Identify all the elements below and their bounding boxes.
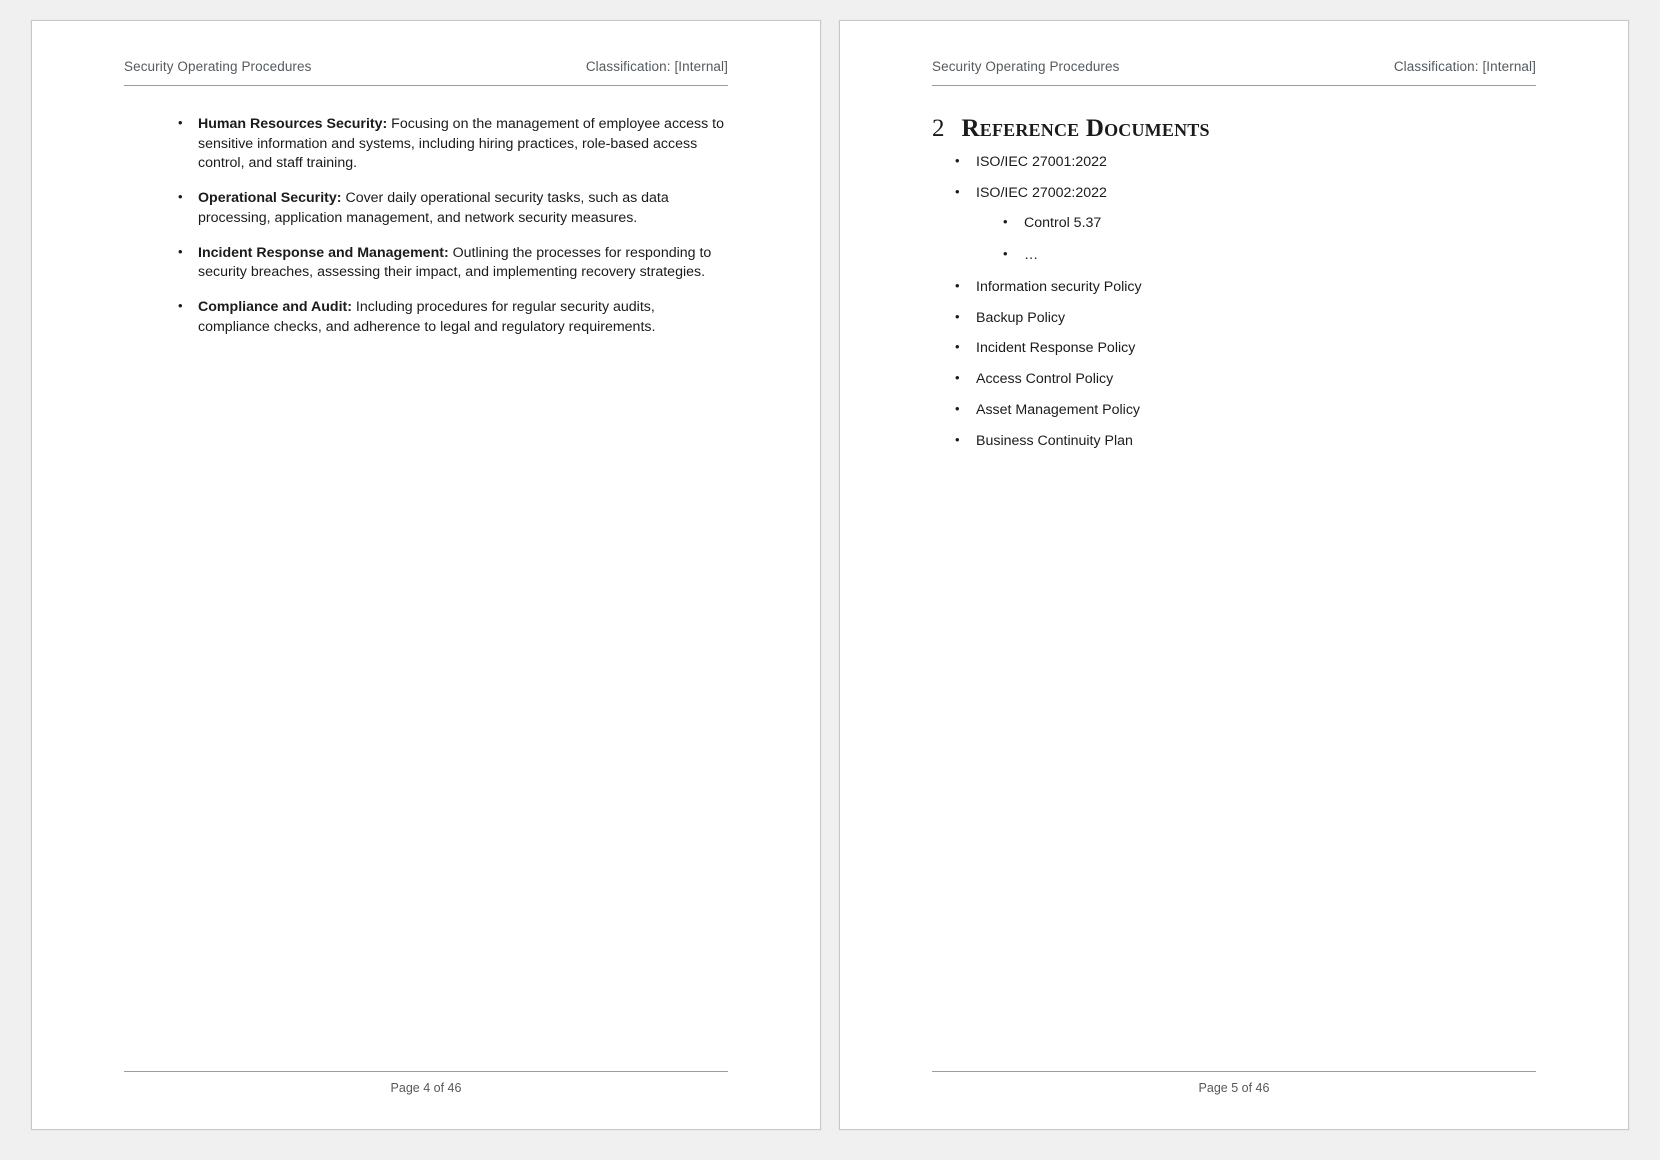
list-item-text: Outlining the processes for responding to security breaches, assessing their impact, and implementing recovery strategies. [198,244,712,281]
list-item [172,115,728,174]
list-item-text: Information security Policy [976,278,1142,295]
list-item-text: ISO/IEC 27001:2022 [976,154,1107,170]
list-item-text: Backup Policy [976,309,1066,326]
header-title: Security Operating Procedures [932,59,1120,74]
list-item-text: ISO/IEC 27002:2022 [976,184,1107,201]
header-title: Security Operating Procedures [124,59,312,74]
page-5-content-area [932,59,1536,1095]
list-item [946,432,1536,452]
page-4-content-area [124,59,728,1095]
list-item-text: Incident Response Policy [976,340,1136,357]
list-item-lead: Operational Security: [198,190,342,207]
list-item-lead: Incident Response and Management: [198,244,449,261]
page-number: Page 5 of 46 [1198,1081,1270,1095]
section-number: 2 [932,115,945,142]
list-item-text: … [1024,247,1039,264]
list-item-text: Focusing on the management of employee access to sensitive information and systems, including hiring practices, role-based access control, and staff training. [198,116,724,172]
document-page-5 [839,20,1629,1130]
list-item [946,370,1536,390]
page-5-body [932,115,1536,1049]
list-item [994,214,1536,234]
list-item-lead: Compliance and Audit: [198,299,352,316]
list-item-text: Access Control Policy [976,371,1114,388]
list-item-text: Cover daily operational security tasks, such as data processing, application management, and network security measures. [198,190,669,226]
list-item [946,401,1536,421]
list-item [946,184,1536,266]
header-classification: Classification: [Internal] [585,59,728,74]
list-item [172,189,728,228]
list-item [946,309,1536,329]
section-heading-reference-documents [932,115,1536,143]
list-item-text: Including procedures for regular security audits, compliance checks, and adherence to legal and regulatory requirements. [198,299,656,335]
page-number: Page 4 of 46 [390,1081,462,1095]
document-page-4 [31,20,821,1130]
list-item [172,298,728,337]
list-item-text: Business Continuity Plan [976,432,1133,449]
reference-documents-list [946,153,1536,451]
list-item [946,339,1536,359]
list-item [172,244,728,283]
list-item [994,246,1536,266]
list-item [946,278,1536,298]
list-item-text: Asset Management Policy [976,401,1141,418]
section-title: Reference Documents [961,115,1210,142]
reference-sub-list [976,214,1536,265]
page-5-footer [932,1071,1536,1095]
page-4-body [124,115,728,1049]
header-classification: Classification: [Internal] [1393,59,1536,74]
page-4-footer [124,1071,728,1095]
list-item [946,153,1536,173]
list-item-text: Control 5.37 [1024,215,1102,232]
page-4-header [124,59,728,86]
list-item-lead: Human Resources Security: [198,116,388,132]
security-domains-list [172,115,728,338]
page-5-header [932,59,1536,86]
